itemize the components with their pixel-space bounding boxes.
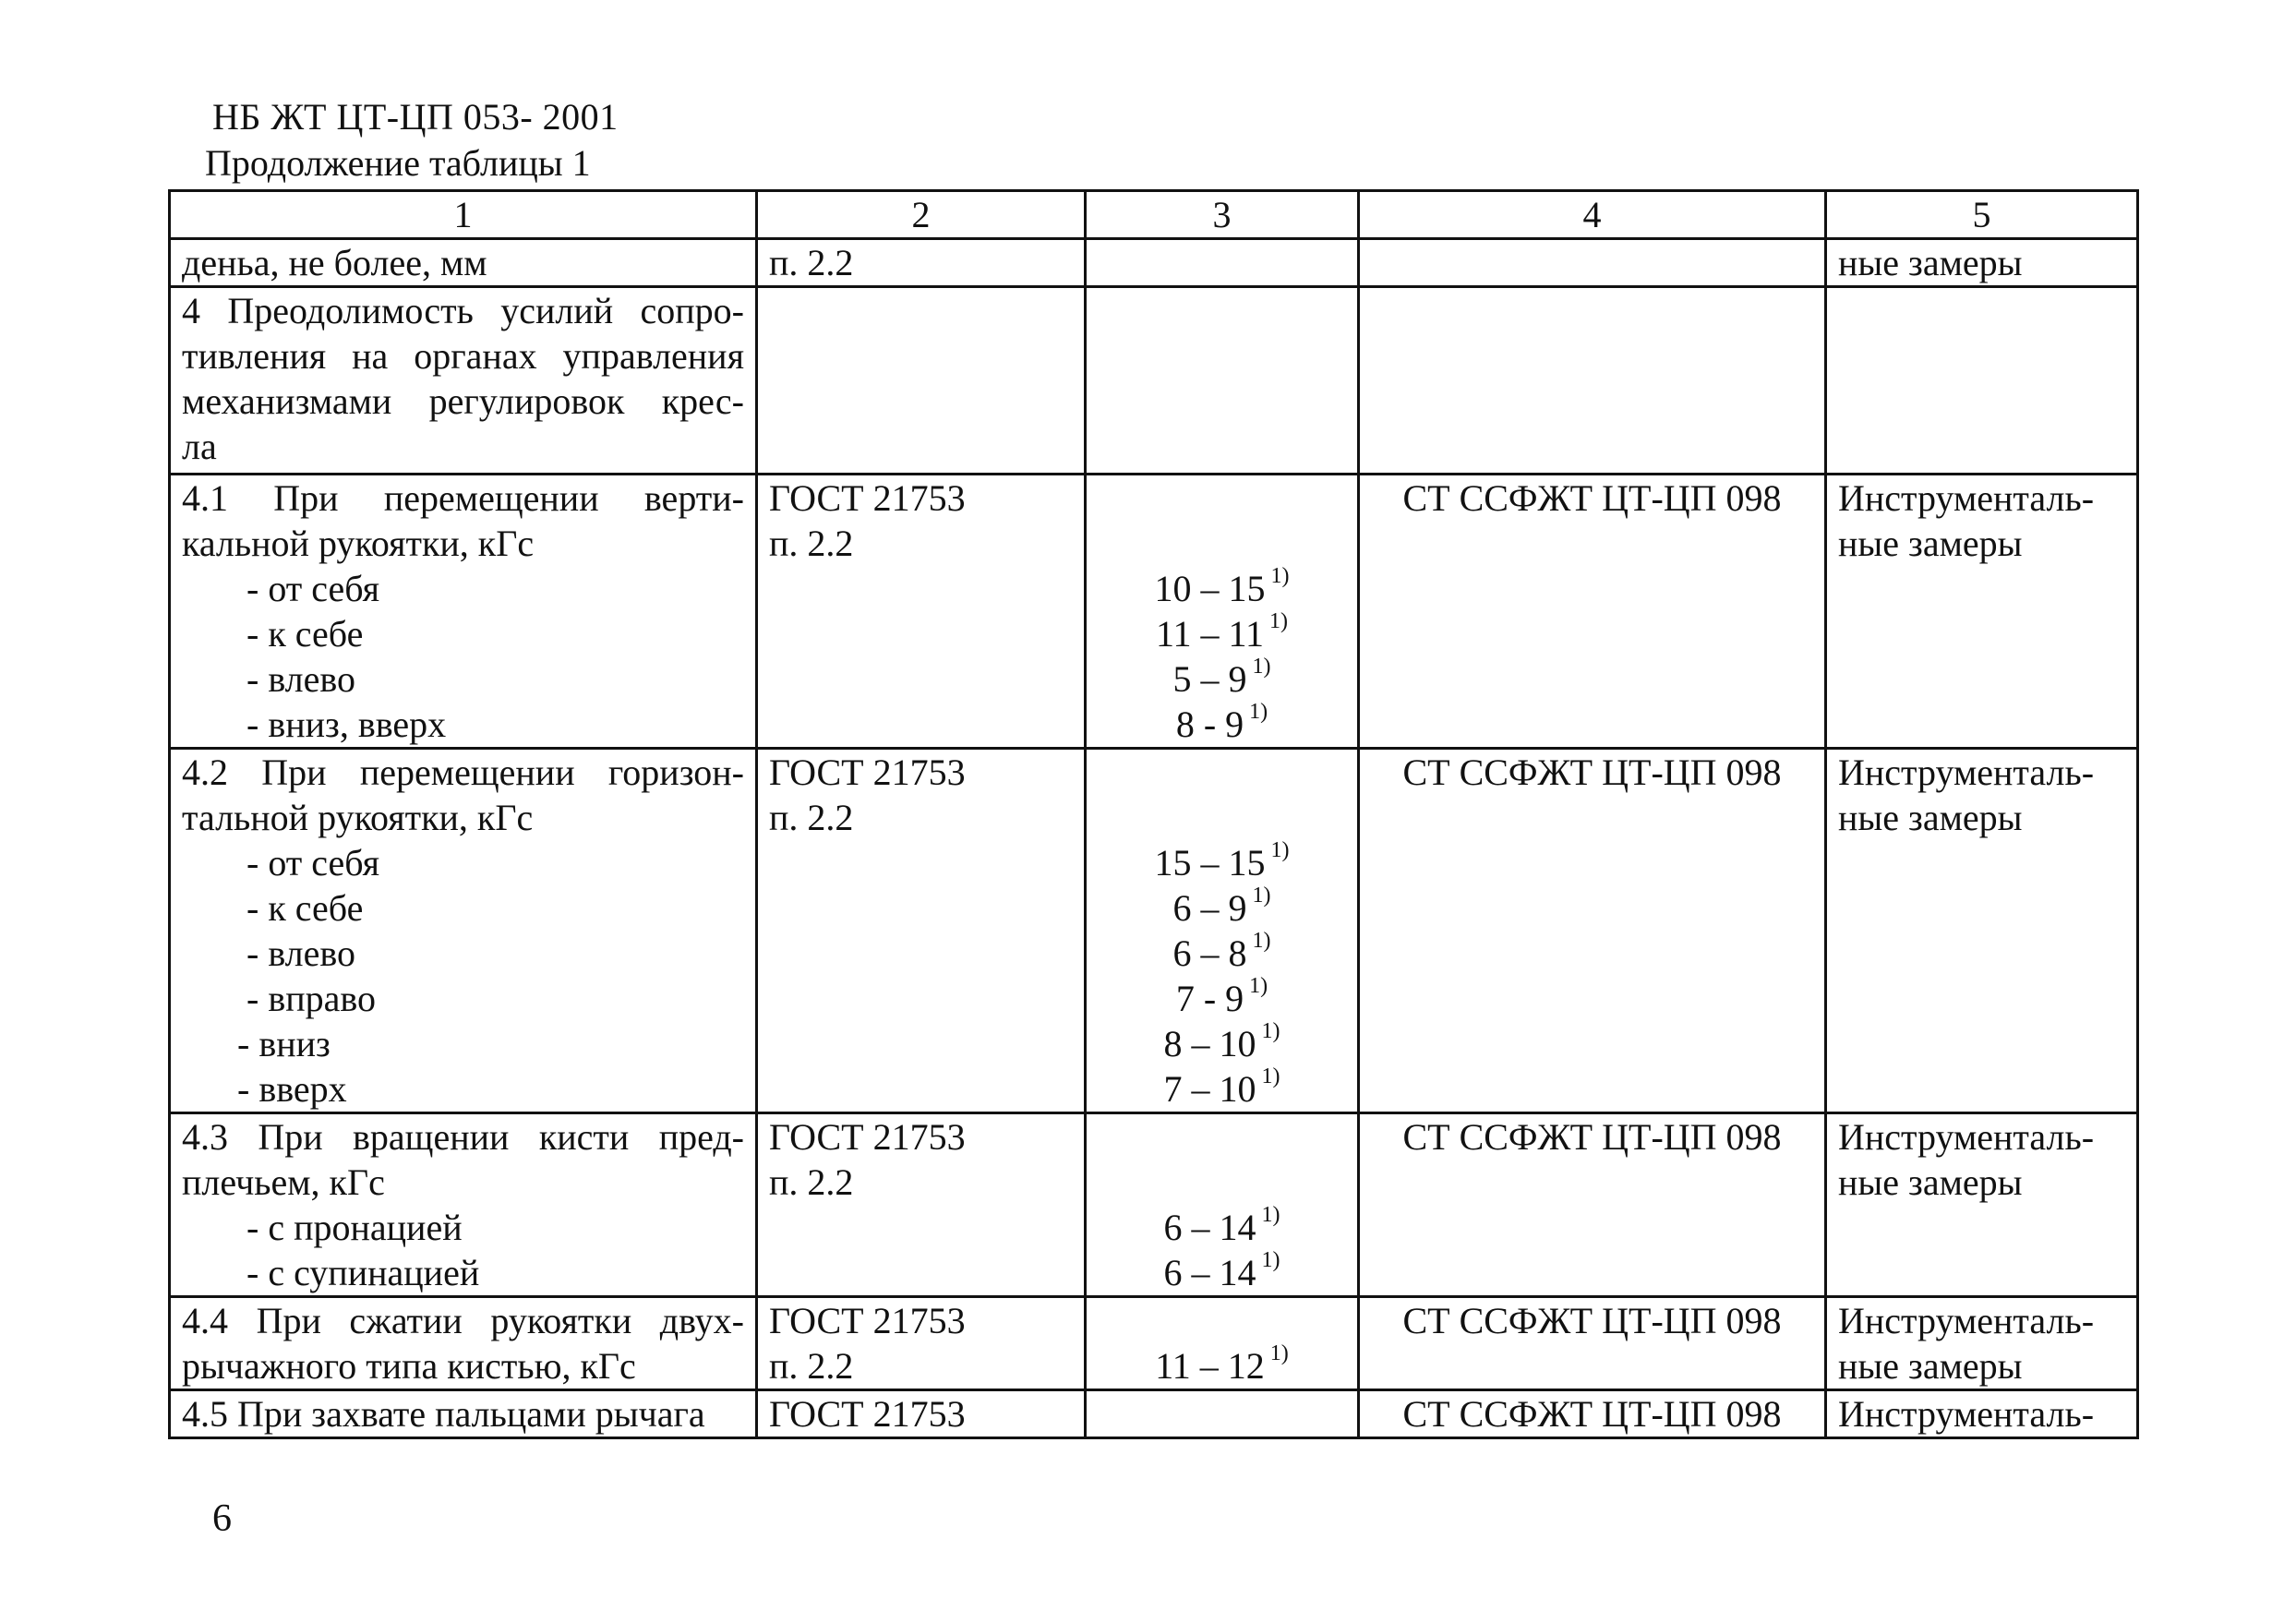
cell-text: ные замеры — [1838, 1161, 2023, 1203]
cell-text: Инструменталь- — [1838, 751, 2095, 793]
cell-text: Инструменталь- — [1838, 477, 2095, 519]
footnote-mark: 1) — [1261, 1064, 1280, 1088]
cell-parameter — [170, 475, 757, 749]
cell-text: - к себе — [246, 887, 364, 929]
value-line — [1098, 1066, 1346, 1112]
cell-parameter — [170, 287, 757, 475]
value-text: 6 – 14 — [1163, 1252, 1256, 1293]
cell-text: тивления на органах управления — [182, 335, 744, 377]
column-header: 4 — [1359, 191, 1826, 239]
cell-parameter — [170, 239, 757, 287]
cell-text: п. 2.2 — [769, 523, 854, 564]
value-line — [1098, 976, 1346, 1021]
cell-text: механизмами регулировок крес- — [182, 380, 744, 422]
cell-text: СТ ССФЖТ ЦТ-ЦП 098 — [1402, 751, 1782, 793]
cell-text: п. 2.2 — [769, 1161, 854, 1203]
cell-standard — [757, 287, 1086, 475]
cell-method — [1359, 239, 1826, 287]
cell-text: СТ ССФЖТ ЦТ-ЦП 098 — [1402, 1300, 1782, 1341]
cell-value — [1086, 749, 1359, 1113]
cell-value — [1086, 475, 1359, 749]
cell-text: ГОСТ 21753 — [769, 1393, 966, 1435]
footnote-mark: 1) — [1252, 929, 1271, 953]
cell-text: деньа, не более, мм — [182, 242, 487, 283]
cell-method — [1359, 1113, 1826, 1297]
value-line — [1098, 1250, 1346, 1295]
cell-text: СТ ССФЖТ ЦТ-ЦП 098 — [1402, 1116, 1782, 1158]
cell-text: - с супинацией — [246, 1252, 480, 1293]
cell-parameter — [170, 749, 757, 1113]
value-line — [1098, 656, 1346, 702]
value-line — [1098, 702, 1346, 747]
cell-parameter — [170, 1390, 757, 1438]
cell-control — [1826, 749, 2138, 1113]
cell-standard — [757, 1113, 1086, 1297]
value-text: 7 – 10 — [1163, 1068, 1256, 1110]
table-row — [170, 287, 2138, 475]
cell-value — [1086, 239, 1359, 287]
value-line — [1098, 611, 1346, 656]
footnote-mark: 1) — [1261, 1203, 1280, 1227]
footnote-mark: 1) — [1261, 1019, 1280, 1043]
column-header: 3 — [1086, 191, 1359, 239]
footnote-mark: 1) — [1270, 564, 1290, 588]
cell-text: 4.5 При захвате пальцами рычага — [182, 1393, 705, 1435]
column-header: 5 — [1826, 191, 2138, 239]
cell-control — [1826, 239, 2138, 287]
cell-standard — [757, 1297, 1086, 1390]
cell-text: Инструменталь- — [1838, 1393, 2095, 1435]
value-text: 11 – 12 — [1155, 1345, 1265, 1387]
value-text: 6 – 8 — [1172, 932, 1247, 974]
cell-text: п. 2.2 — [769, 1345, 854, 1387]
cell-value — [1086, 1113, 1359, 1297]
footnote-mark: 1) — [1261, 1248, 1280, 1272]
cell-text: тальной рукоятки, кГс — [182, 797, 534, 838]
cell-parameter — [170, 1297, 757, 1390]
cell-text: - вправо — [246, 978, 376, 1019]
cell-text: ГОСТ 21753 — [769, 751, 966, 793]
cell-control — [1826, 1113, 2138, 1297]
cell-parameter — [170, 1113, 757, 1297]
cell-method — [1359, 475, 1826, 749]
table-row — [170, 749, 2138, 1113]
table-caption: Продолжение таблицы 1 — [205, 142, 591, 184]
footnote-mark: 1) — [1252, 884, 1271, 908]
footnote-mark: 1) — [1249, 700, 1268, 724]
cell-value — [1086, 1390, 1359, 1438]
cell-text: ГОСТ 21753 — [769, 1300, 966, 1341]
cell-text: Инструменталь- — [1838, 1116, 2095, 1158]
cell-value — [1086, 1297, 1359, 1390]
cell-control — [1826, 1297, 2138, 1390]
value-text: 8 – 10 — [1163, 1023, 1256, 1064]
cell-standard — [757, 749, 1086, 1113]
table-row — [170, 1113, 2138, 1297]
cell-standard — [757, 239, 1086, 287]
value-text: 10 – 15 — [1154, 568, 1266, 609]
cell-text: ные замеры — [1838, 242, 2023, 283]
value-line — [1098, 566, 1346, 611]
cell-text: - вниз — [237, 1023, 331, 1064]
cell-text: - к себе — [246, 613, 364, 655]
cell-control — [1826, 287, 2138, 475]
value-line — [1098, 1021, 1346, 1066]
footnote-mark: 1) — [1252, 655, 1271, 679]
cell-text: 4 Преодолимость усилий сопро- — [182, 290, 744, 331]
cell-control — [1826, 1390, 2138, 1438]
cell-method — [1359, 749, 1826, 1113]
table-row — [170, 475, 2138, 749]
cell-method — [1359, 287, 1826, 475]
cell-text: - от себя — [246, 842, 380, 884]
cell-text: - вниз, вверх — [246, 703, 447, 745]
value-text: 11 – 11 — [1155, 613, 1265, 655]
page-number: 6 — [212, 1497, 232, 1540]
cell-text: кальной рукоятки, кГс — [182, 523, 535, 564]
requirements-table — [168, 189, 2139, 1439]
value-line — [1098, 931, 1346, 976]
cell-text: плечьем, кГс — [182, 1161, 385, 1203]
cell-method — [1359, 1390, 1826, 1438]
footnote-mark: 1) — [1270, 838, 1290, 862]
value-text: 8 - 9 — [1175, 703, 1244, 745]
cell-text: ГОСТ 21753 — [769, 1116, 966, 1158]
cell-text: - вверх — [237, 1068, 347, 1110]
table-header-row — [170, 191, 2138, 239]
value-text: 7 - 9 — [1175, 978, 1244, 1019]
cell-text: СТ ССФЖТ ЦТ-ЦП 098 — [1402, 1393, 1782, 1435]
value-line — [1098, 840, 1346, 885]
cell-text: 4.4 При сжатии рукоятки двух- — [182, 1300, 744, 1341]
value-text: 5 – 9 — [1172, 658, 1247, 700]
cell-text: 4.3 При вращении кисти пред- — [182, 1116, 744, 1158]
value-line — [1098, 1205, 1346, 1250]
cell-text: п. 2.2 — [769, 242, 854, 283]
table-row — [170, 1390, 2138, 1438]
value-line — [1098, 1343, 1346, 1389]
document-code: НБ ЖТ ЦТ-ЦП 053- 2001 — [212, 96, 619, 138]
cell-standard — [757, 475, 1086, 749]
column-header: 1 — [170, 191, 757, 239]
cell-text: п. 2.2 — [769, 797, 854, 838]
cell-value — [1086, 287, 1359, 475]
cell-text: ные замеры — [1838, 1345, 2023, 1387]
cell-text: 4.2 При перемещении горизон- — [182, 751, 744, 793]
cell-method — [1359, 1297, 1826, 1390]
footnote-mark: 1) — [1269, 609, 1289, 633]
cell-text: ные замеры — [1838, 523, 2023, 564]
cell-text: СТ ССФЖТ ЦТ-ЦП 098 — [1402, 477, 1782, 519]
value-text: 6 – 9 — [1172, 887, 1247, 929]
cell-text: ла — [182, 426, 217, 467]
footnote-mark: 1) — [1269, 1341, 1289, 1365]
table-row — [170, 1297, 2138, 1390]
footnote-mark: 1) — [1249, 974, 1268, 998]
cell-text: рычажного типа кистью, кГс — [182, 1345, 636, 1387]
table-row — [170, 239, 2138, 287]
cell-control — [1826, 475, 2138, 749]
value-line — [1098, 885, 1346, 931]
cell-text: - влево — [246, 658, 356, 700]
cell-standard — [757, 1390, 1086, 1438]
cell-text: ные замеры — [1838, 797, 2023, 838]
cell-text: ГОСТ 21753 — [769, 477, 966, 519]
cell-text: - с пронацией — [246, 1207, 463, 1248]
cell-text: 4.1 При перемещении верти- — [182, 477, 744, 519]
cell-text: - от себя — [246, 568, 380, 609]
cell-text: Инструменталь- — [1838, 1300, 2095, 1341]
cell-text: - влево — [246, 932, 356, 974]
value-text: 15 – 15 — [1154, 842, 1266, 884]
column-header: 2 — [757, 191, 1086, 239]
value-text: 6 – 14 — [1163, 1207, 1256, 1248]
